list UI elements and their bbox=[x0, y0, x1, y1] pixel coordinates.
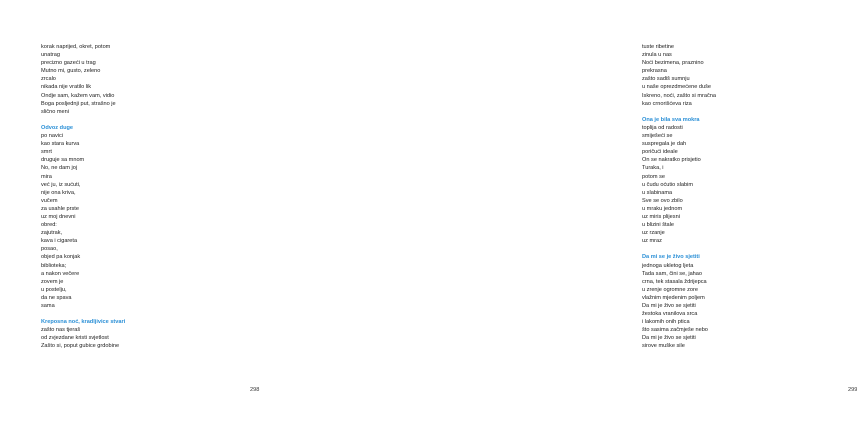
poem-line: vlažnim mjedenim poljem bbox=[642, 294, 705, 301]
poem-line: slično meni bbox=[41, 108, 69, 115]
right-text-column bbox=[642, 43, 716, 351]
poem-line: precizno gazeći u trag bbox=[41, 60, 96, 67]
left-page-number: 298 bbox=[250, 387, 260, 393]
poem-line: uz miris plijesni bbox=[642, 213, 680, 220]
poem-line: Noći bezimena, praznino bbox=[642, 60, 704, 67]
poem-line: objed pa konjak bbox=[41, 254, 81, 261]
poem-line: u naše oprezdmećene duše bbox=[642, 84, 712, 91]
poem-line: u zrenje ogromne zore bbox=[642, 286, 698, 293]
poem-line: po navici bbox=[41, 133, 64, 140]
poem-title: Odvoz duge bbox=[41, 124, 74, 131]
poem-line: posao, bbox=[41, 246, 58, 253]
poem-line: sama bbox=[41, 303, 55, 309]
stanza-gap bbox=[41, 310, 191, 318]
poem-title: Ona je bila sva mokra bbox=[642, 116, 700, 123]
poem-line: uz mraz bbox=[642, 238, 662, 245]
poem-line: On se nakratko prisjetio bbox=[642, 157, 701, 164]
poem-line: smiješeći se bbox=[642, 133, 673, 140]
poem-line: za usahle prste bbox=[41, 205, 79, 212]
poem-line: korak naprijed, okret, potom bbox=[41, 44, 111, 50]
stanza-gap bbox=[642, 108, 716, 116]
poem-line: zajutrak, bbox=[41, 230, 63, 237]
poem-line: Da mi je živo se sjetiti bbox=[642, 303, 696, 309]
poem-line: suspregala je dah bbox=[642, 141, 687, 148]
poem-line: zašto nas tjeraš bbox=[41, 327, 81, 334]
poem-line: zrcalo bbox=[41, 76, 56, 83]
poem-line: nikada nije vratilo lik bbox=[41, 84, 92, 91]
poem-line: žestoka vranilova srca bbox=[642, 311, 698, 318]
poem-line: biblioteka; bbox=[41, 262, 67, 269]
poem-line: unatrag bbox=[41, 52, 60, 59]
poem-line: zovem je bbox=[41, 278, 64, 285]
poem-line: zašto sadiš sumnju bbox=[642, 76, 690, 83]
poem-line: a nakon večere bbox=[41, 270, 80, 277]
poem-line: crna, tek stasala ždrijepca bbox=[642, 278, 707, 285]
poem-line: u mraku jednom bbox=[642, 205, 683, 212]
poem-line: kava i cigareta bbox=[41, 238, 78, 245]
poem-line: Tada sam, čini se, jahao bbox=[642, 270, 703, 277]
poem-line: Mutno mi, gusto, zeleno bbox=[41, 68, 101, 75]
poem-line: u blizini štale bbox=[642, 222, 675, 229]
poem-line: smrt bbox=[41, 149, 52, 156]
poem-line: već ju, iz sućuti, bbox=[41, 181, 81, 188]
poem-line: u postelju, bbox=[41, 286, 67, 293]
poem-line: Iskreno, noći, zašto si mračna bbox=[642, 92, 716, 99]
poem-line: od zvjezdane kristi svjetlost bbox=[41, 335, 109, 342]
poem-line: sirove muške sile bbox=[642, 343, 685, 350]
poem-line: zinula u nas bbox=[642, 52, 672, 59]
right-page bbox=[300, 0, 857, 423]
poem-line: Da mi je živo se sjetiti bbox=[642, 335, 696, 342]
poem-line: Turaka, i bbox=[642, 165, 664, 172]
poem-line: druguje sa mnom bbox=[41, 157, 85, 164]
poem-line: Ondje sam, kažem vam, vidio bbox=[41, 92, 115, 99]
poem-line: uz rzanje bbox=[642, 230, 665, 237]
poem-line: da ne spava bbox=[41, 294, 72, 301]
left-text-column bbox=[41, 43, 191, 351]
poem-line: mira bbox=[41, 173, 52, 180]
poem-line: u slabinama bbox=[642, 189, 673, 196]
poem-line: poričući ideale bbox=[642, 149, 678, 156]
poem-line: obred: bbox=[41, 222, 57, 229]
left-page bbox=[0, 0, 300, 423]
poem-line: kao crnorišćeva riza bbox=[642, 100, 692, 107]
stanza-gap bbox=[41, 116, 191, 124]
poem-line: Sve se ovo zbilo bbox=[642, 197, 683, 204]
right-page-number: 299 bbox=[848, 387, 857, 393]
poem-line: i lakomih onih ptica bbox=[642, 319, 690, 326]
poem-line: Boga posljednji put, strašno je bbox=[41, 100, 116, 107]
poem-line: nije ona kriva, bbox=[41, 189, 76, 196]
poem-line: što sasima začmješe nebo bbox=[642, 327, 708, 334]
poem-line: potom se bbox=[642, 173, 666, 180]
poem-title: Kreposna noć, kradljivice stvari bbox=[41, 319, 126, 326]
poem-line: No, ne dam joj bbox=[41, 165, 78, 172]
poem-line: Zašto si, poput gubice grdobine bbox=[41, 343, 120, 350]
poem-line: vučem bbox=[41, 197, 58, 204]
stanza-gap bbox=[642, 245, 716, 253]
poem-line: u čudu oćutio slabim bbox=[642, 181, 693, 188]
poem-line: uz moj dnevni bbox=[41, 213, 76, 220]
poem-line: toplija od radosti bbox=[642, 124, 683, 131]
poem-line: jednoga ukletog ljeta bbox=[642, 262, 694, 269]
poem-line: kao stara kurva bbox=[41, 141, 80, 148]
poem-line: prekrasna bbox=[642, 68, 667, 75]
poem-line: tuste ribetine bbox=[642, 44, 675, 50]
poem-title: Da mi se je živo sjetiti bbox=[642, 254, 700, 261]
